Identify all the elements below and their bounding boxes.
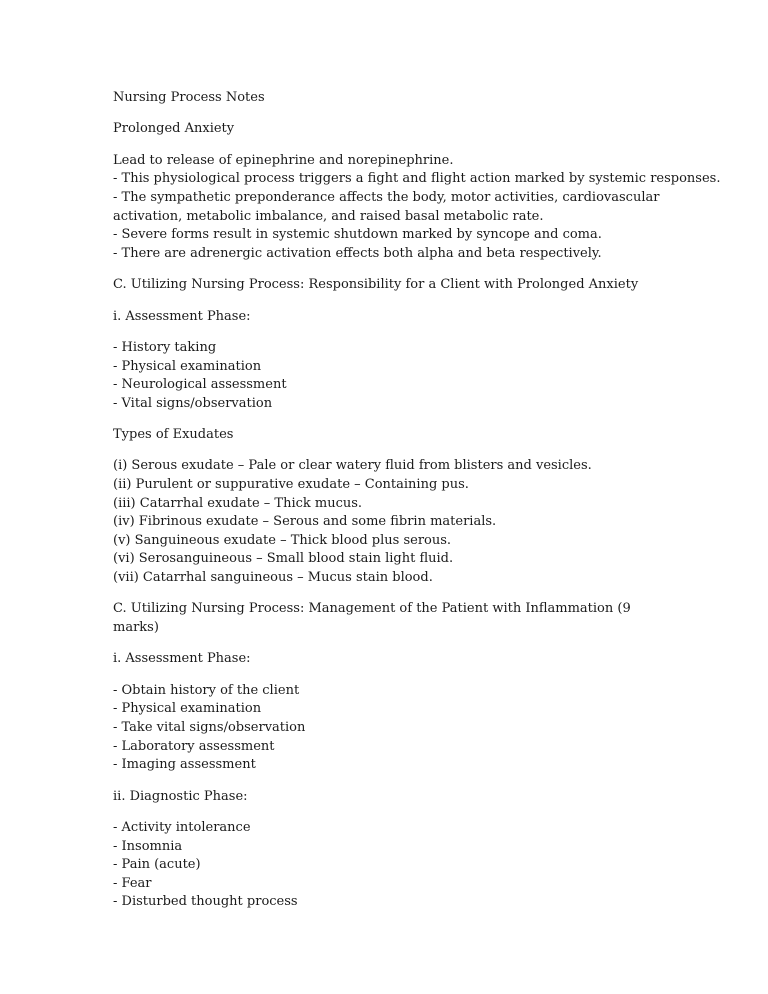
heading-anxiety-nursing-process: C. Utilizing Nursing Process: Responsibility for a Client with Prolonged Anxiety (113, 277, 639, 293)
list-item: - Physical examination (113, 358, 262, 374)
diagnostic-list (113, 819, 673, 912)
list-item: - Imaging assessment (113, 757, 256, 773)
list-item: (vii) Catarrhal sanguineous – Mucus stain blood. (113, 570, 433, 586)
list-item: (i) Serous exudate – Pale or clear watery fluid from blisters and vesicles. (113, 458, 592, 474)
assessment-list (113, 339, 673, 413)
heading-prolonged-anxiety: Prolonged Anxiety (113, 121, 235, 137)
anxiety-line: - This physiological process triggers a fight and flight action marked by systemic responses. (113, 171, 721, 187)
list-item: (ii) Purulent or suppurative exudate – Containing pus. (113, 477, 469, 493)
list-item: (vi) Serosanguineous – Small blood stain light fluid. (113, 551, 454, 567)
list-item: - Fear (113, 875, 152, 891)
list-item: (iii) Catarrhal exudate – Thick mucus. (113, 495, 363, 511)
list-item: - Neurological assessment (113, 377, 287, 393)
heading-types-of-exudates: Types of Exudates (113, 427, 234, 443)
list-item: - Physical examination (113, 701, 262, 717)
list-item: - Laboratory assessment (113, 738, 275, 754)
list-item: - Vital signs/observation (113, 395, 273, 411)
list-item: (iv) Fibrinous exudate – Serous and some fibrin materials. (113, 514, 497, 530)
list-item: - Activity intolerance (113, 819, 251, 835)
assessment-list (113, 682, 673, 775)
exudate-list (113, 457, 673, 587)
diagnostic-phase-heading: ii. Diagnostic Phase: (113, 788, 248, 804)
document-body (113, 89, 721, 925)
list-item: - Insomnia (113, 838, 183, 854)
anxiety-line: - The sympathetic preponderance affects the body, motor activities, cardiovascular activation, metabolic imbalance, and raised basal metabolic rate. (113, 189, 660, 224)
list-item: - History taking (113, 339, 217, 355)
list-item: - Disturbed thought process (113, 894, 298, 910)
list-item: - Obtain history of the client (113, 682, 300, 698)
document-title: Nursing Process Notes (113, 90, 265, 105)
heading-inflammation-nursing-process: C. Utilizing Nursing Process: Management of the Patient with Inflammation (9 marks) (113, 601, 631, 636)
assessment-phase-heading: i. Assessment Phase: (113, 308, 251, 324)
anxiety-line: - Severe forms result in systemic shutdown marked by syncope and coma. (113, 227, 602, 243)
list-item: - Pain (acute) (113, 857, 201, 873)
list-item: - Take vital signs/observation (113, 720, 306, 735)
list-item: (v) Sanguineous exudate – Thick blood plus serous. (113, 532, 452, 548)
anxiety-description (113, 152, 721, 264)
anxiety-line: Lead to release of epinephrine and norepinephrine. (113, 152, 454, 168)
assessment-phase-heading: i. Assessment Phase: (113, 651, 251, 667)
anxiety-line: - There are adrenergic activation effects both alpha and beta respectively. (113, 245, 602, 261)
